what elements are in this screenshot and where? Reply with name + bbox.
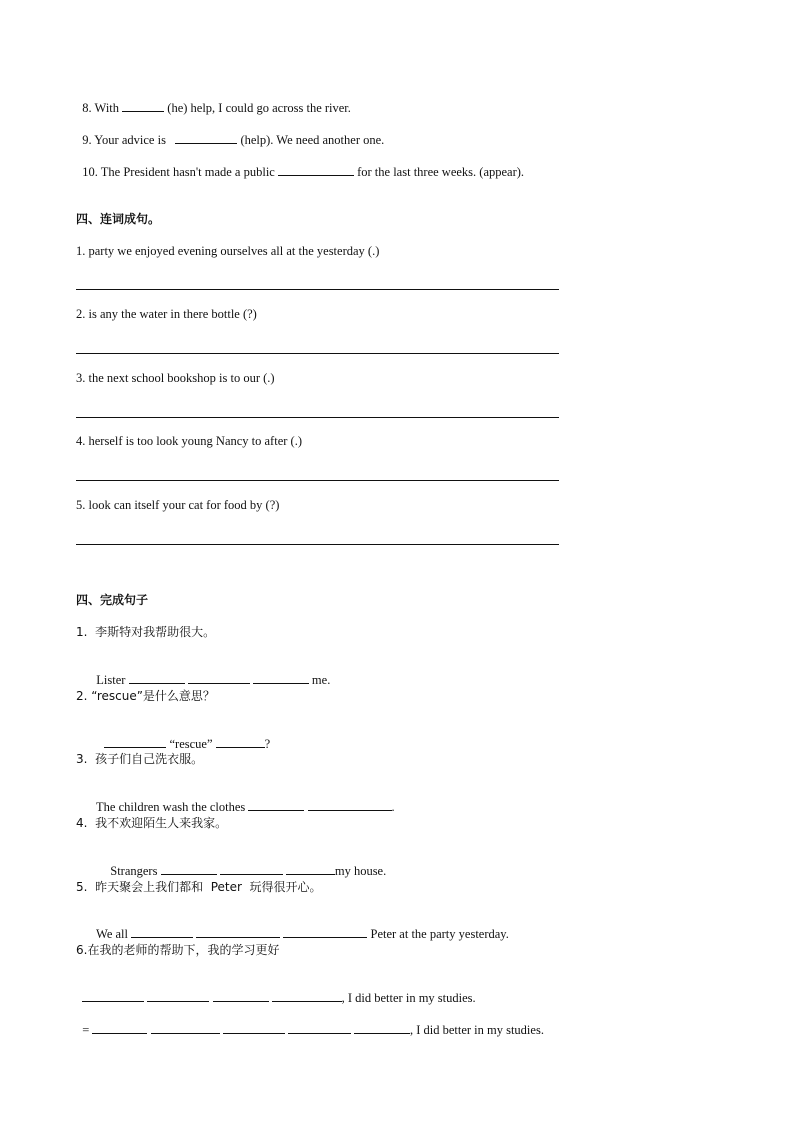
translation-prompt: 1. 李斯特对我帮助很大。: [76, 625, 216, 639]
answer-line[interactable]: [76, 480, 559, 481]
item-9-before: 9. Your advice is: [82, 133, 176, 147]
item-8-after: (he) help, I could go across the river.: [164, 101, 351, 115]
answer-blank[interactable]: [92, 1022, 147, 1034]
translation-answer-line: [76, 974, 476, 1006]
answer-text: Strangers: [110, 864, 161, 878]
answer-text: The children wash the clothes: [96, 800, 249, 814]
answer-text: Lister: [96, 673, 129, 687]
translation-prompt: 2. “rescue”是什么意思？: [76, 689, 215, 703]
answer-text: “rescue”: [166, 737, 216, 751]
answer-blank[interactable]: [216, 736, 265, 748]
answer-blank[interactable]: [253, 672, 309, 684]
translation-prompt: 5. 昨天聚会上我们都和 Peter 玩得很开心。: [76, 880, 322, 894]
answer-blank[interactable]: [220, 863, 283, 875]
answer-text: ?: [264, 737, 271, 751]
sentence-building-item: 3. the next school bookshop is to our (.): [76, 371, 275, 385]
answer-line[interactable]: [76, 353, 559, 354]
item-10-after: for the last three weeks. (appear).: [353, 165, 525, 179]
answer-blank[interactable]: [131, 926, 193, 938]
translation-answer-line: [90, 783, 395, 815]
section-heading-sentence-building: 四、连词成句。: [76, 212, 161, 226]
answer-text: Peter at the party yesterday.: [367, 927, 509, 941]
answer-text: We all: [96, 927, 132, 941]
translation-answer-line: [104, 847, 386, 879]
answer-blank[interactable]: [188, 672, 250, 684]
fill-in-item-9: [76, 116, 384, 148]
sentence-building-item: 1. party we enjoyed evening ourselves all at the yesterday (.): [76, 244, 380, 258]
section-heading-complete-sentences: 四、完成句子: [76, 593, 149, 607]
translation-answer-line: [90, 656, 330, 688]
answer-line[interactable]: [76, 417, 559, 418]
translation-prompt: 4. 我不欢迎陌生人来我家。: [76, 816, 228, 830]
answer-line[interactable]: [76, 544, 559, 545]
item-10-before: 10. The President hasn't made a public: [82, 165, 278, 179]
answer-text: me.: [308, 673, 331, 687]
translation-prompt: 3. 孩子们自己洗衣服。: [76, 752, 204, 766]
answer-blank[interactable]: [122, 100, 164, 112]
answer-text: , I did better in my studies.: [409, 1023, 544, 1037]
item-9-after: (help). We need another one.: [237, 133, 385, 147]
item-8-before: 8. With: [82, 101, 123, 115]
answer-blank[interactable]: [196, 926, 280, 938]
answer-blank[interactable]: [213, 990, 269, 1002]
translation-answer-line: [76, 1006, 544, 1038]
answer-text: =: [82, 1023, 93, 1037]
answer-blank[interactable]: [354, 1022, 410, 1034]
answer-blank[interactable]: [82, 990, 144, 1002]
translation-answer-line: [90, 910, 509, 942]
answer-blank[interactable]: [288, 1022, 351, 1034]
fill-in-item-8: [76, 84, 351, 116]
answer-blank[interactable]: [161, 863, 217, 875]
answer-text: , I did better in my studies.: [341, 991, 476, 1005]
answer-blank[interactable]: [286, 863, 335, 875]
sentence-building-item: 5. look can itself your cat for food by (?): [76, 498, 280, 512]
answer-blank[interactable]: [223, 1022, 285, 1034]
translation-prompt: 6.在我的老师的帮助下，我的学习更好: [76, 943, 280, 957]
answer-blank[interactable]: [272, 990, 342, 1002]
answer-blank[interactable]: [248, 799, 304, 811]
answer-text: my house.: [334, 864, 387, 878]
answer-line[interactable]: [76, 289, 559, 290]
answer-blank[interactable]: [283, 926, 367, 938]
answer-blank[interactable]: [308, 799, 392, 811]
sentence-building-item: 2. is any the water in there bottle (?): [76, 307, 257, 321]
answer-text: .: [391, 800, 395, 814]
answer-blank[interactable]: [147, 990, 209, 1002]
answer-blank[interactable]: [129, 672, 185, 684]
sentence-building-item: 4. herself is too look young Nancy to after (.): [76, 434, 302, 448]
fill-in-item-10: [76, 148, 524, 180]
answer-blank[interactable]: [151, 1022, 220, 1034]
translation-answer-line: [95, 720, 270, 752]
answer-blank[interactable]: [175, 132, 237, 144]
answer-blank[interactable]: [278, 164, 354, 176]
answer-blank[interactable]: [104, 736, 166, 748]
